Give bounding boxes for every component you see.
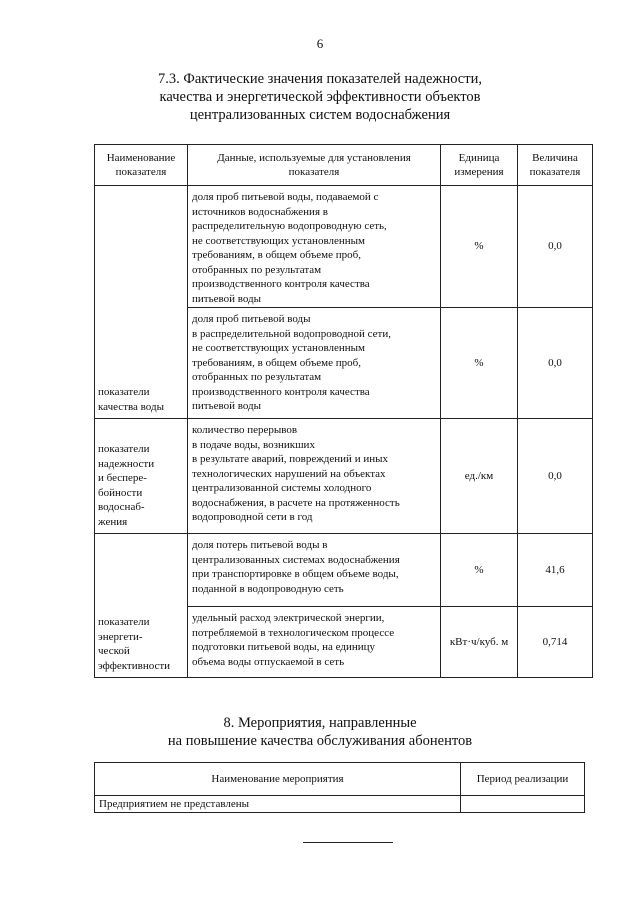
group-name-line: бойности xyxy=(98,486,143,499)
header-line: Единица xyxy=(458,151,500,164)
header-line: Данные, используемые для установления xyxy=(217,151,411,164)
table-row xyxy=(95,796,585,813)
value-cell: 0,0 xyxy=(518,186,593,308)
group-name-line: ческой xyxy=(98,645,130,657)
indicator-group-name xyxy=(95,419,188,534)
description-line: питьевой воды xyxy=(192,292,262,305)
title-line: на повышение качества обслуживания абонентов xyxy=(167,733,473,749)
table-header-row xyxy=(95,145,593,186)
unit-cell: ед./км xyxy=(441,419,518,534)
unit-cell: % xyxy=(441,534,518,607)
footer-rule xyxy=(303,842,393,843)
title-line: 7.3. Фактические значения показателей надежности, xyxy=(158,71,482,87)
header-line: Величина xyxy=(532,151,578,164)
indicators-table-body xyxy=(95,145,593,678)
description-line: в подаче воды, возникших xyxy=(192,438,315,451)
header-unit xyxy=(441,145,518,186)
group-name-line: жения xyxy=(98,515,128,528)
description-line: распределительную водопроводную сеть, xyxy=(192,220,387,232)
unit-cell: кВт·ч/куб. м xyxy=(441,607,518,678)
indicator-description xyxy=(188,419,441,534)
description-line: требованиям, в общем объеме проб, xyxy=(192,249,361,261)
description-line: доля проб питьевой воды xyxy=(192,313,311,325)
description-line: подготовки питьевой воды, на единицу xyxy=(192,641,376,653)
value-cell: 0,714 xyxy=(518,607,593,678)
header-value xyxy=(518,145,593,186)
measures-table xyxy=(94,762,585,813)
value-cell: 0,0 xyxy=(518,419,593,534)
description-line: централизованных системах водоснабжения xyxy=(192,553,400,566)
header-data xyxy=(188,145,441,186)
group-name-line: показатели xyxy=(98,443,150,455)
unit-cell: % xyxy=(441,186,518,308)
header-line: Наименование xyxy=(106,151,176,164)
title-line: качества и энергетической эффективности объектов xyxy=(159,89,481,105)
description-line: требованиям, в общем объеме проб, xyxy=(192,356,361,369)
measure-name-cell: Предприятием не представлены xyxy=(95,796,461,813)
description-line: отобранных по результатам xyxy=(192,371,322,383)
value-cell: 0,0 xyxy=(518,308,593,419)
group-name-line: эффективности xyxy=(98,659,171,672)
description-line: централизованной системы холодного xyxy=(192,482,372,494)
group-name-line: и беспере- xyxy=(98,472,147,484)
table-header-row xyxy=(95,763,585,796)
section-7-3-title xyxy=(0,70,640,124)
table-row xyxy=(95,186,593,308)
page-number: 6 xyxy=(316,36,324,51)
description-line: отобранных по результатам xyxy=(192,263,322,276)
header-measure-name: Наименование мероприятия xyxy=(95,763,461,796)
group-name-line: энергети- xyxy=(98,630,143,643)
value-cell: 41,6 xyxy=(518,534,593,607)
description-line: потребляемой в технологическом процессе xyxy=(192,626,395,639)
description-line: производственного контроля качества xyxy=(192,278,370,290)
description-line: объема воды отпускаемой в сеть xyxy=(192,655,345,668)
description-line: не соответствующих установленным xyxy=(192,234,365,247)
indicator-group-name xyxy=(95,186,188,419)
indicator-description xyxy=(188,186,441,308)
description-line: доля проб питьевой воды, подаваемой с xyxy=(192,191,379,203)
header-name xyxy=(95,145,188,186)
description-line: поданной в водопроводную сеть xyxy=(192,582,344,595)
description-line: доля потерь питьевой воды в xyxy=(192,539,328,551)
group-name-line: водоснаб- xyxy=(98,501,145,513)
description-line: в распределительной водопроводной сети, xyxy=(192,327,391,340)
group-name-line: надежности xyxy=(98,457,155,470)
indicator-description xyxy=(188,534,441,607)
description-line: водоснабжения, в расчете на протяженность xyxy=(192,496,400,509)
title-line: централизованных систем водоснабжения xyxy=(189,107,451,123)
description-line: не соответствующих установленным xyxy=(192,342,365,354)
title-line: 8. Мероприятия, направленные xyxy=(223,715,417,731)
group-name-line: показатели xyxy=(98,386,150,398)
description-line: удельный расход электрической энергии, xyxy=(192,612,385,624)
indicator-description xyxy=(188,607,441,678)
description-line: количество перерывов xyxy=(192,424,298,436)
group-name-line: качества воды xyxy=(98,400,164,413)
header-line: показателя xyxy=(529,166,581,178)
description-line: источников водоснабжения в xyxy=(192,205,328,218)
description-line: водопроводной сети в год xyxy=(192,511,313,523)
header-line: показателя xyxy=(115,166,167,178)
description-line: питьевой воды xyxy=(192,400,262,412)
description-line: технологических нарушений на объектах xyxy=(192,467,386,480)
unit-cell: % xyxy=(441,308,518,419)
group-name-line: показатели xyxy=(98,616,150,628)
indicators-table xyxy=(94,144,593,678)
header-line: показателя xyxy=(288,166,340,178)
indicator-description xyxy=(188,308,441,419)
indicator-group-name xyxy=(95,534,188,678)
header-period: Период реализации xyxy=(461,763,585,796)
table-row xyxy=(95,419,593,534)
header-line: измерения xyxy=(454,166,504,178)
description-line: производственного контроля качества xyxy=(192,385,370,398)
section-8-title xyxy=(0,714,640,750)
period-cell xyxy=(461,796,585,813)
table-row xyxy=(95,534,593,607)
description-line: при транспортировке в общем объеме воды, xyxy=(192,568,399,580)
description-line: в результате аварий, повреждений и иных xyxy=(192,453,388,465)
